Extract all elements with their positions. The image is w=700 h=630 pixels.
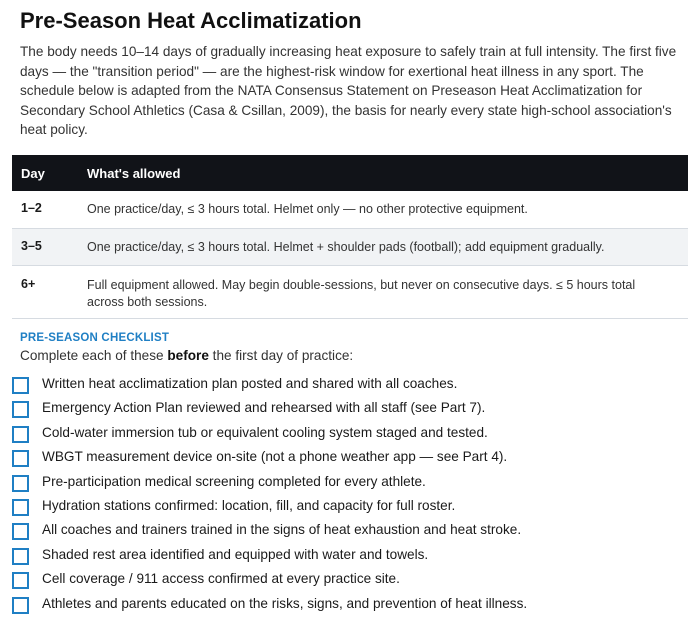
table-cell-allowed: One practice/day, ≤ 3 hours total. Helmet only — no other protective equipment. (87, 202, 528, 216)
checkbox[interactable] (12, 377, 29, 394)
checklist-item (12, 473, 692, 497)
table-cell-day: 3–5 (21, 239, 42, 253)
checkbox[interactable] (12, 548, 29, 565)
checkbox[interactable] (12, 499, 29, 516)
instructions-emphasis: before (167, 348, 209, 363)
checkbox[interactable] (12, 597, 29, 614)
checklist-item (12, 424, 692, 448)
checklist-item (12, 448, 692, 472)
checklist (12, 375, 692, 619)
checkbox[interactable] (12, 523, 29, 540)
checklist-item-label: All coaches and trainers trained in the signs of heat exhaustion and heat stroke. (42, 522, 522, 538)
checklist-item-label: Cell coverage / 911 access confirmed at every practice site. (42, 571, 400, 587)
table-header (12, 155, 688, 191)
table-cell-day: 1–2 (21, 201, 42, 215)
table-row (12, 191, 688, 229)
checklist-instructions (20, 348, 353, 363)
checklist-item (12, 570, 692, 594)
checkbox[interactable] (12, 401, 29, 418)
checkbox[interactable] (12, 475, 29, 492)
instructions-text-start: Complete each of these (20, 348, 168, 363)
checklist-item (12, 595, 692, 619)
table-cell-allowed: Full equipment allowed. May begin double-sessions, but never on consecutive days. ≤ 5 hours total across both sessions. (87, 278, 636, 309)
acclimatization-table (12, 155, 688, 319)
checklist-item-label: Pre-participation medical screening completed for every athlete. (42, 473, 426, 489)
checkbox[interactable] (12, 450, 29, 467)
checklist-item-label: WBGT measurement device on-site (not a phone weather app — see Part 4). (42, 449, 508, 465)
page-title: Pre-Season Heat Acclimatization (20, 8, 362, 33)
instructions-text-end: the first day of practice: (208, 348, 354, 363)
checklist-item (12, 497, 692, 521)
checklist-item (12, 399, 692, 423)
table-cell-allowed: One practice/day, ≤ 3 hours total. Helmet + shoulder pads (football); add equipment gradually. (87, 240, 605, 254)
checklist-item-label: Emergency Action Plan reviewed and rehearsed with all staff (see Part 7). (42, 400, 486, 416)
table-cell-day: 6+ (21, 277, 36, 291)
column-header-allowed: What's allowed (87, 166, 181, 181)
checkbox[interactable] (12, 572, 29, 589)
checklist-heading: PRE-SEASON CHECKLIST (20, 332, 170, 344)
checklist-item (12, 521, 692, 545)
table-row (12, 266, 688, 319)
checkbox[interactable] (12, 426, 29, 443)
column-header-day: Day (21, 166, 45, 181)
table-row (12, 229, 688, 266)
checklist-item-label: Shaded rest area identified and equipped with water and towels. (42, 546, 429, 562)
checklist-item-label: Cold-water immersion tub or equivalent cooling system staged and tested. (42, 424, 488, 440)
checklist-item-label: Hydration stations confirmed: location, fill, and capacity for full roster. (42, 497, 456, 513)
intro-paragraph: The body needs 10–14 days of gradually increasing heat exposure to safely train at full intensity. The first five days — the "transition period" — are the highest-risk window for exertional heat illness in any sport. The schedule below is adapted from the NATA Consensus Statement on Preseason Heat Acclimatization for Secondary School Athletics (Casa & Csillan, 2009), the basis for nearly every state high-school association's heat policy. (20, 44, 677, 138)
checklist-item-label: Written heat acclimatization plan posted and shared with all coaches. (42, 376, 458, 391)
checklist-item (12, 546, 692, 570)
checklist-item (12, 375, 692, 399)
checklist-item-label: Athletes and parents educated on the risks, signs, and prevention of heat illness. (42, 595, 528, 611)
